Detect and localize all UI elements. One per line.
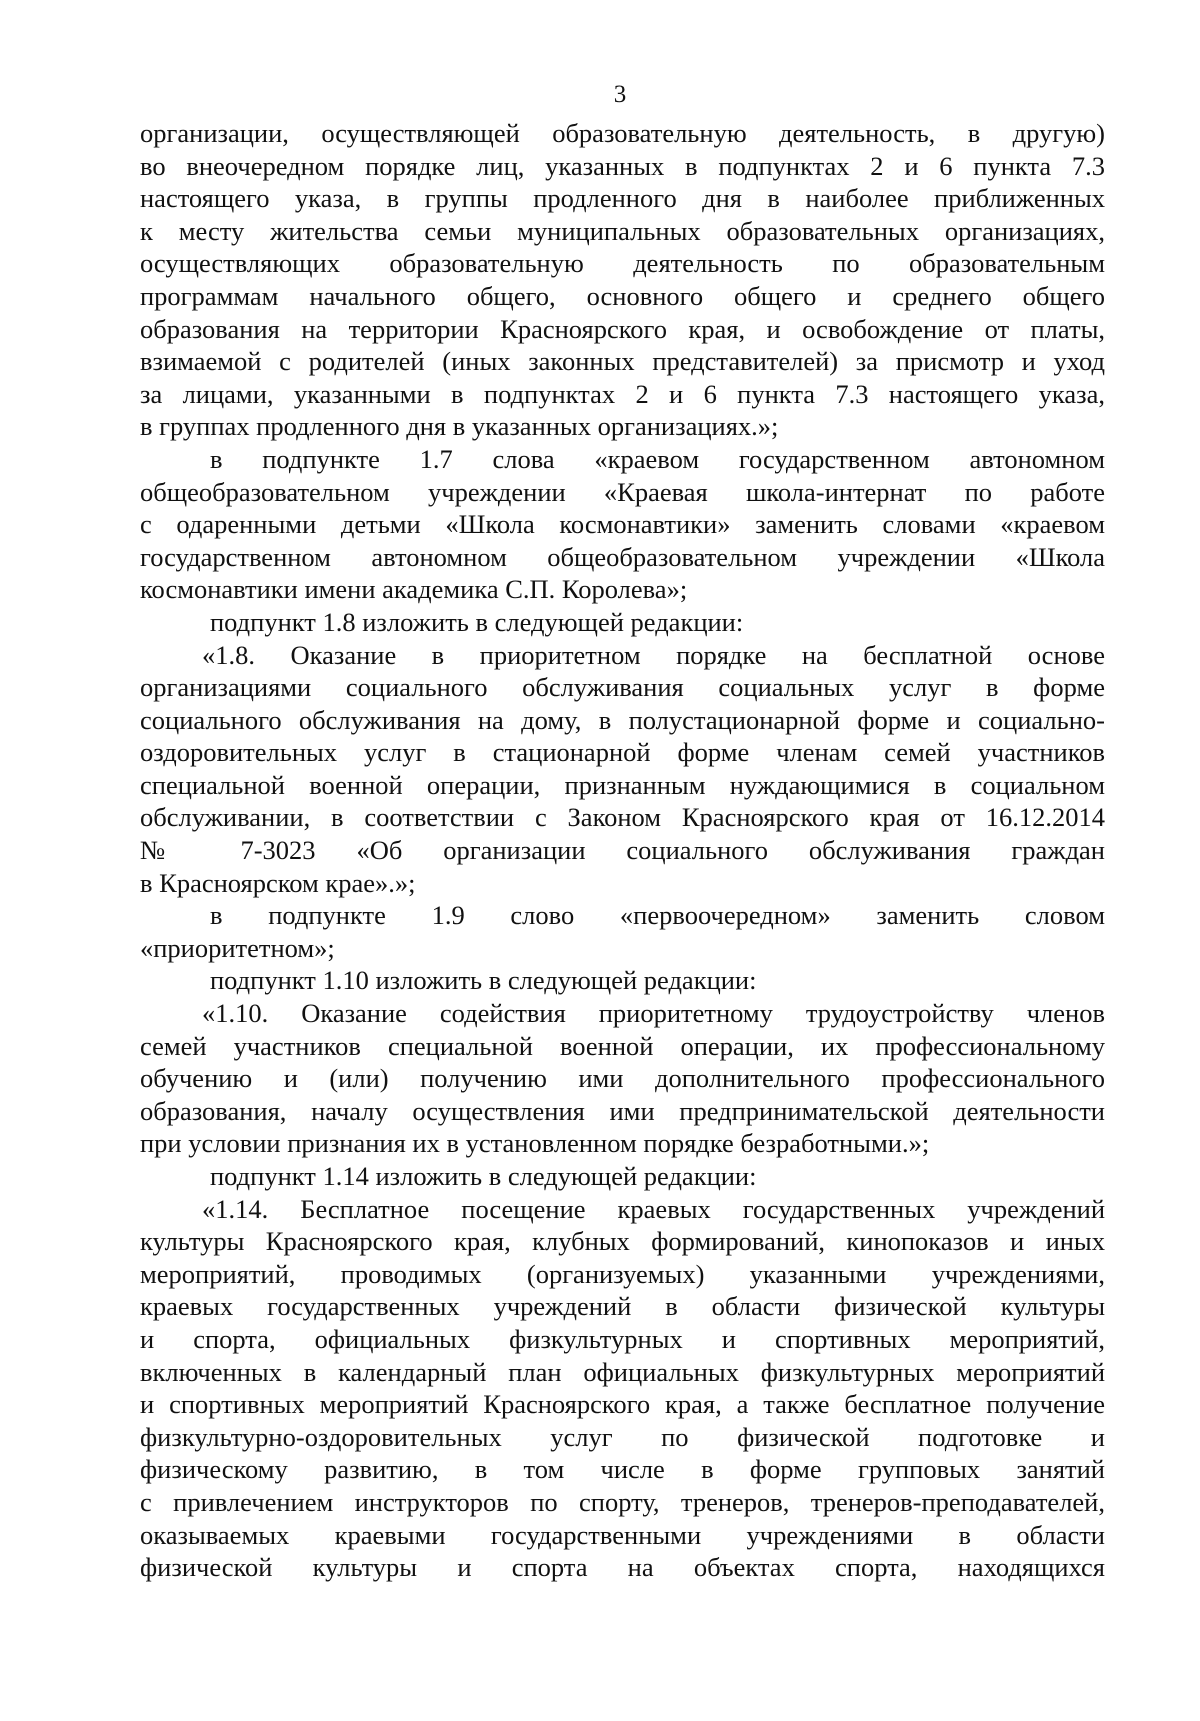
page-number: 3 bbox=[613, 81, 627, 108]
text-line: мероприятий, проводимых (организуемых) указанными учреждениями, bbox=[140, 1258, 1105, 1289]
text-line: подпункт 1.14 изложить в следующей редакции: bbox=[210, 1161, 757, 1191]
text-line: обслуживании, в соответствии с Законом Красноярского края от 16.12.2014 bbox=[140, 802, 1105, 833]
text-line: «1.8. Оказание в приоритетном порядке на бесплатной основе bbox=[202, 639, 1105, 670]
text-line: специальной военной операции, признанным нуждающимися в социальном bbox=[140, 769, 1105, 800]
text-line: космонавтики имени академика С.П. Королева»; bbox=[140, 574, 688, 605]
text-line: культуры Красноярского края, клубных формирований, кинопоказов и иных bbox=[140, 1226, 1105, 1257]
text-line: физической культуры и спорта на объектах спорта, находящихся bbox=[140, 1552, 1105, 1583]
text-line: социального обслуживания на дому, в полустационарной форме и социально- bbox=[140, 704, 1105, 735]
text-line: № 7-3023 «Об организации социального обслуживания граждан bbox=[140, 835, 1105, 866]
text-line: подпункт 1.8 изложить в следующей редакции: bbox=[210, 606, 744, 637]
text-line: во внеочередном порядке лиц, указанных в подпунктах 2 и 6 пункта 7.3 bbox=[140, 150, 1105, 181]
text-line: настоящего указа, в группы продленного дня в наиболее приближенных bbox=[140, 183, 1105, 214]
text-line: в Красноярском крае».»; bbox=[140, 867, 416, 898]
text-line: в подпункте 1.7 слова «краевом государственном автономном bbox=[210, 443, 1105, 474]
text-line: организации, осуществляющей образовательную деятельность, в другую) bbox=[140, 118, 1105, 148]
text-line: физическому развитию, в том числе в форме групповых занятий bbox=[140, 1454, 1105, 1485]
text-line: общеобразовательном учреждении «Краевая школа-интернат по работе bbox=[140, 476, 1105, 507]
text-line: при условии признания их в установленном порядке безработными.»; bbox=[140, 1128, 930, 1159]
text-line: организациями социального обслуживания социальных услуг в форме bbox=[140, 672, 1105, 703]
text-line: «приоритетном»; bbox=[140, 932, 335, 963]
text-line: оздоровительных услуг в стационарной форме членам семей участников bbox=[140, 737, 1105, 768]
text-line: осуществляющих образовательную деятельность по образовательным bbox=[140, 248, 1105, 279]
text-line: обучению и (или) получению ими дополнительного профессионального bbox=[140, 1063, 1105, 1094]
document-body bbox=[140, 117, 1105, 1584]
text-line: с привлечением инструкторов по спорту, тренеров, тренеров-преподавателей, bbox=[140, 1486, 1105, 1517]
text-line: подпункт 1.10 изложить в следующей редакции: bbox=[210, 965, 757, 996]
text-line: в подпункте 1.9 слово «первоочередном» заменить словом bbox=[210, 900, 1105, 931]
text-line: с одаренными детьми «Школа космонавтики» заменить словами «краевом bbox=[140, 509, 1105, 540]
text-line: образования на территории Красноярского края, и освобождение от платы, bbox=[140, 313, 1105, 344]
text-line: государственном автономном общеобразовательном учреждении «Школа bbox=[140, 541, 1105, 572]
text-line: «1.10. Оказание содействия приоритетному трудоустройству членов bbox=[202, 998, 1105, 1029]
text-line: «1.14. Бесплатное посещение краевых государственных учреждений bbox=[202, 1193, 1105, 1224]
text-line: и спортивных мероприятий Красноярского края, а также бесплатное получение bbox=[140, 1389, 1105, 1420]
text-line: и спорта, официальных физкультурных и спортивных мероприятий, bbox=[140, 1323, 1105, 1354]
text-line: программам начального общего, основного общего и среднего общего bbox=[140, 280, 1105, 311]
text-line: семей участников специальной военной операции, их профессиональному bbox=[140, 1030, 1105, 1061]
text-line: образования, началу осуществления ими предпринимательской деятельности bbox=[140, 1095, 1105, 1126]
text-line: к месту жительства семьи муниципальных образовательных организациях, bbox=[140, 215, 1105, 246]
text-line: включенных в календарный план официальных физкультурных мероприятий bbox=[140, 1356, 1105, 1387]
text-line: физкультурно-оздоровительных услуг по физической подготовке и bbox=[140, 1421, 1105, 1452]
text-line: в группах продленного дня в указанных организациях.»; bbox=[140, 411, 779, 442]
text-line: за лицами, указанными в подпунктах 2 и 6 пункта 7.3 настоящего указа, bbox=[140, 378, 1105, 409]
text-line: оказываемых краевыми государственными учреждениями в области bbox=[140, 1519, 1105, 1550]
text-line: взимаемой с родителей (иных законных представителей) за присмотр и уход bbox=[140, 346, 1105, 377]
text-line: краевых государственных учреждений в области физической культуры bbox=[140, 1291, 1105, 1322]
